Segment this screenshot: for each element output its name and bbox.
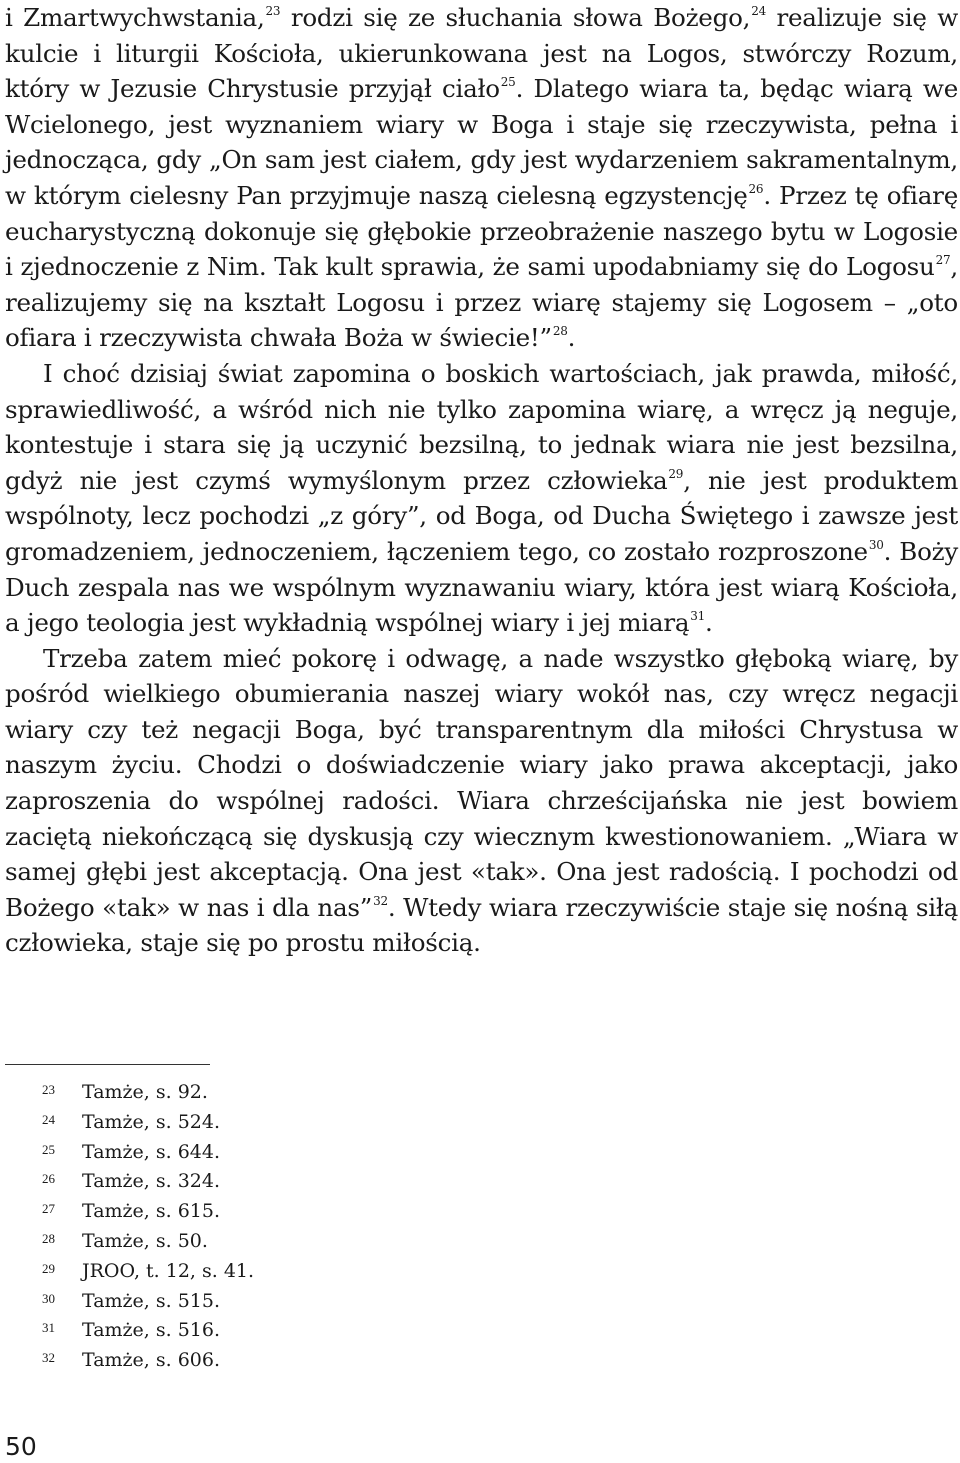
footnote-reference: 27 [935,253,951,268]
footnote-text: Tamże, s. 515. [82,1289,221,1312]
paragraph [5,641,958,961]
page-number: 50 [5,1432,37,1461]
footnote [0,1287,600,1317]
footnote-text: Tamże, s. 92. [82,1081,208,1103]
footnote-reference: 25 [500,75,516,90]
footnote-text: Tamże, s. 644. [82,1140,221,1163]
footnote [0,1316,600,1346]
text-run: , realizujemy się na kształt Logosu i przez wiarę stajemy się Logosem – „oto ofiara i rzeczywista chwała Boża w świecie!” [5,252,958,353]
footnote [0,1108,600,1138]
footnote-text: Tamże, s. 516. [82,1319,221,1342]
footnote-separator [5,1064,210,1065]
footnote-number: 24 [42,1111,55,1127]
footnote-text: JROO, t. 12, s. 41. [82,1259,255,1282]
body-text [5,0,958,961]
footnote-reference: 28 [552,324,568,339]
text-run: . Przez tę ofiarę eucharystyczną dokonuje się głębokie przeobrażenie naszego bytu w Logosie i zjednoczenie z Nim. Tak kult sprawia, że sami upodabniamy się do Logosu [5,180,958,282]
footnote-number: 25 [42,1141,55,1157]
paragraph [5,0,958,356]
text-run: , nie jest produktem wspólnoty, lecz pochodzi „z góry”, od Boga, od Ducha Świętego i zawsze jest gromadzeniem, jednoczeniem, łączeniem tego, co zostało rozproszone [5,465,959,566]
footnote-reference: 26 [748,181,764,196]
footnote [0,1167,600,1197]
footnote [0,1197,600,1227]
footnote [0,1138,600,1168]
footnote-reference: 30 [868,537,884,552]
footnote-number: 27 [42,1201,55,1217]
text-run: . Dlatego wiara ta, będąc wiarą we Wcielonego, jest wyznaniem wiary w Boga i staje się rzeczywista, pełna i jednocząca, gdy „On sam jest ciałem, gdy jest wydarzeniem sakramentalnym, w którym cielesny Pan przyjmuje naszą cielesną egzystencję [5,74,958,210]
text-run: rodzi się ze słuchania słowa Bożego, [280,3,751,32]
footnotes [0,1078,600,1376]
footnote-text: Tamże, s. 324. [82,1170,221,1193]
footnote-text: Tamże, s. 50. [82,1229,208,1252]
text-run: Trzeba zatem mieć pokorę i odwagę, a nade wszystko głęboką wiarę, by pośród wielkiego obumierania naszej wiary wokół nas, czy wręcz negacji wiary czy też negacji Boga, być transparentnym dla miłości Chrystusa w naszym życiu. Chodzi o doświadczenie wiary jako prawa akceptacji, jako zaproszenia do wspólnej radości. Wiara chrześcijańska nie jest bowiem zaciętą niekończącą się dyskusją czy wiecznym kwestionowaniem. „Wiara w samej głębi jest akceptacją. Ona jest «tak». Ona jest radością. I pochodzi od Bożego «tak» w nas i dla nas” [5,643,958,922]
footnote-reference: 24 [751,4,766,18]
footnote-number: 23 [42,1082,55,1097]
text-run: . [705,608,713,638]
footnote-number: 30 [42,1290,55,1306]
text-run: . Wtedy wiara rzeczywiście staje się nośną siłą człowieka, staje się po prostu miłością. [5,892,958,958]
paragraph [5,356,958,641]
footnote-text: Tamże, s. 524. [82,1110,221,1133]
footnote [0,1078,600,1108]
footnote-text: Tamże, s. 615. [82,1200,221,1223]
text-run: i Zmartwychwstania, [5,3,265,32]
footnote-reference: 31 [690,609,706,624]
footnote-reference: 23 [265,4,281,18]
footnote [0,1346,600,1376]
footnote [0,1257,600,1287]
footnote-number: 32 [42,1350,55,1366]
footnote-reference: 32 [373,893,388,908]
text-run: realizuje się w kulcie i liturgii Kościoła, ukierunkowana jest na Logos, stwórczy Rozum, który w Jezusie Chrystusie przyjął ciało [5,3,959,104]
text-run: . [567,323,576,353]
footnote-number: 26 [42,1171,55,1187]
footnote-reference: 29 [668,466,684,481]
footnote-number: 29 [42,1260,55,1276]
footnote-number: 31 [42,1320,55,1336]
footnote [0,1227,600,1257]
footnote-text: Tamże, s. 606. [82,1349,221,1372]
footnote-number: 28 [42,1230,55,1246]
text-run: I choć dzisiaj świat zapomina o boskich wartościach, jak prawda, miłość, sprawiedliwość, a wśród nich nie tylko zapomina wiarę, a wręcz ją neguje, kontestuje i stara się ją uczynić bezsilną, to jednak wiara nie jest bezsilna, gdyż nie jest czymś wymyślonym przez człowieka [5,358,958,495]
text-run: . Boży Duch zespala nas we wspólnym wyznawaniu wiary, która jest wiarą Kościoła, a jego teologia jest wykładnią wspólnej wiary i jej miarą [5,536,958,638]
